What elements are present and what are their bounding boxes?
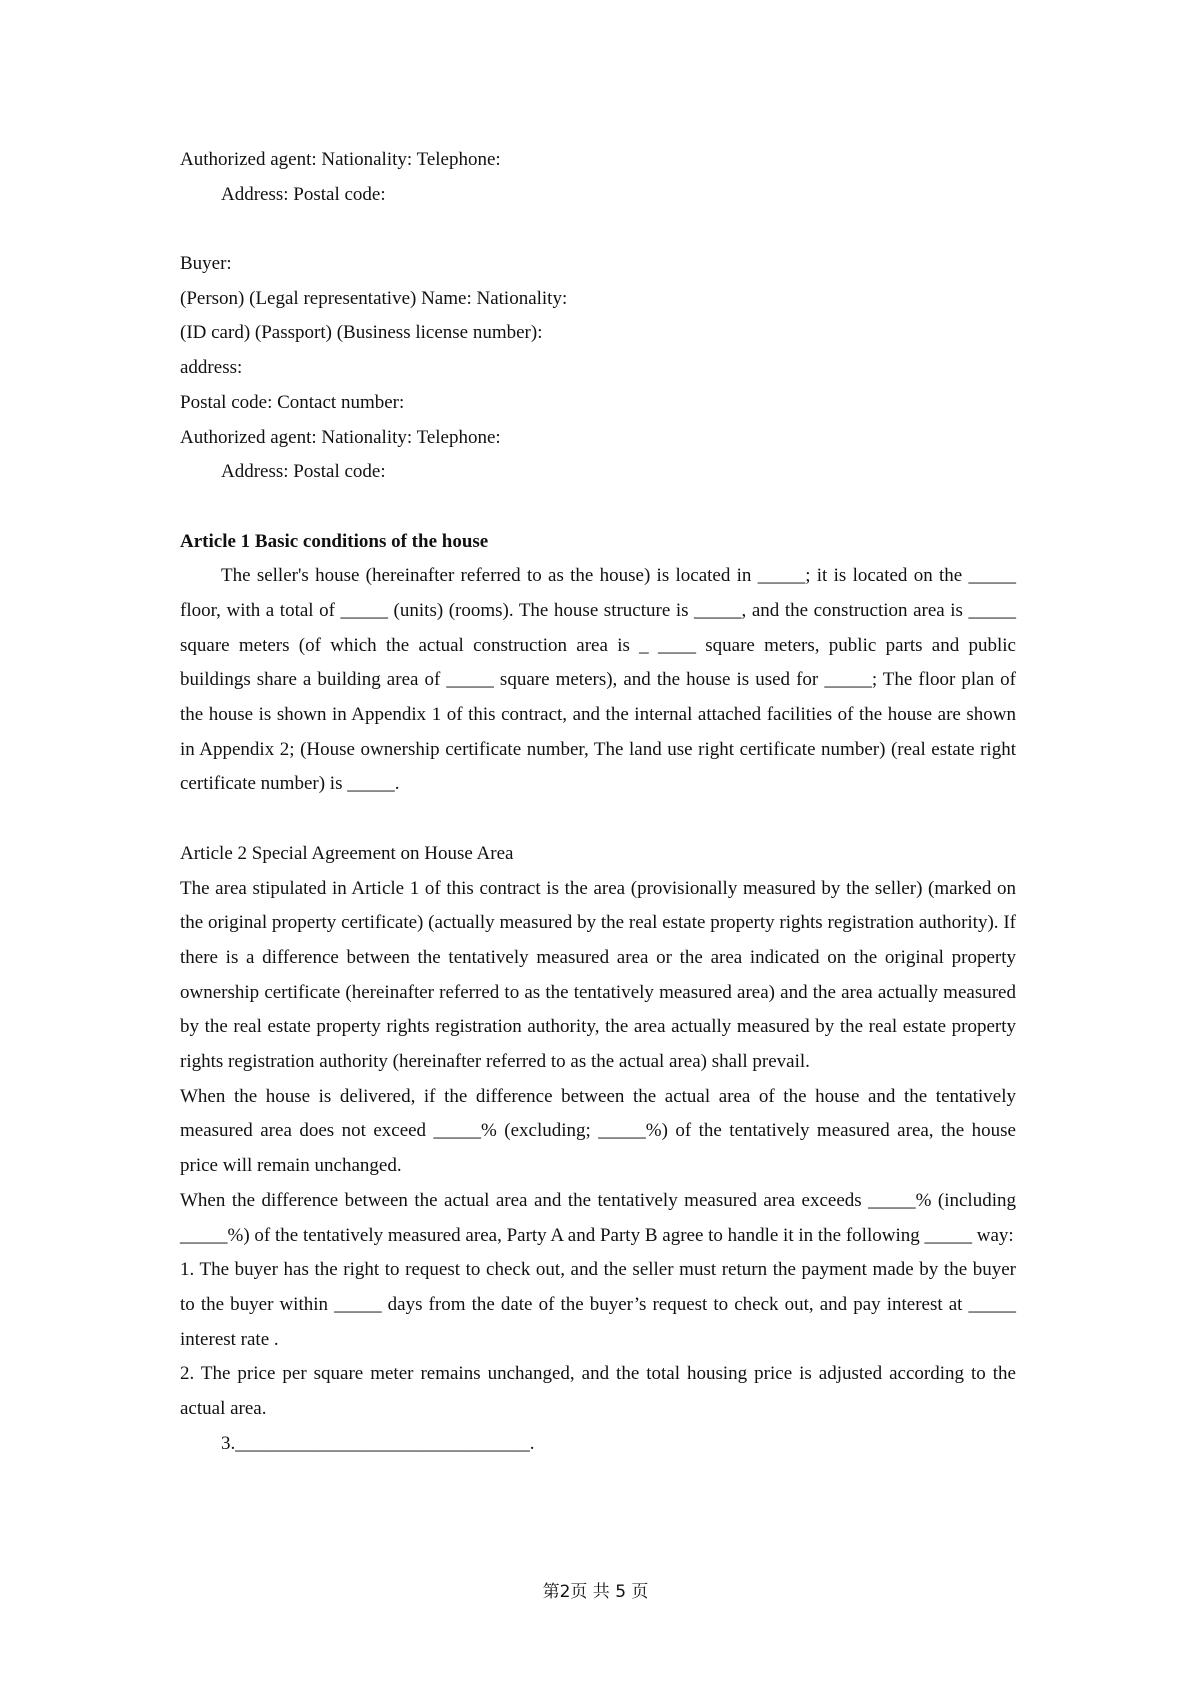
document-body bbox=[180, 143, 1016, 1461]
buyer-name-line: (Person) (Legal representative) Name: Nationality: bbox=[180, 287, 568, 309]
spacer bbox=[180, 490, 1016, 525]
buyer-id-line: (ID card) (Passport) (Business license number): bbox=[180, 322, 543, 344]
article2-heading: Article 2 Special Agreement on House Area bbox=[180, 842, 514, 864]
article2-paragraph-2: When the house is delivered, if the difference between the actual area of the house and the tentatively measured area does not exceed _____% (excluding; _____%) of the tentatively measured area, the house price will remain unchanged. bbox=[180, 1085, 1016, 1177]
buyer-address-line: address: bbox=[180, 357, 243, 379]
buyer-heading: Buyer: bbox=[180, 253, 232, 275]
page-number-footer: 第2页 共 5 页 bbox=[542, 1582, 649, 1602]
article2-paragraph-1: The area stipulated in Article 1 of this contract is the area (provisionally measured by the seller) (marked on the original property certificate) (actually measured by the real estate property rights registration authority). If there is a difference between the tentatively measured area or the area indicated on the original property ownership certificate (hereinafter referred to as the tentatively measured area) and the area actually measured by the real estate property rights registration authority, the area actually measured by the real estate property rights registration authority (hereinafter referred to as the actual area) shall prevail. bbox=[180, 877, 1016, 1073]
seller-agent-address-line: Address: Postal code: bbox=[221, 183, 386, 205]
buyer-agent-address-line: Address: Postal code: bbox=[221, 461, 386, 483]
buyer-postal-line: Postal code: Contact number: bbox=[180, 391, 405, 413]
article1-body: The seller's house (hereinafter referred to as the house) is located in _____; it is located on the _____ floor, with a total of _____ (units) (rooms). The house structure is _____, and the construction area is _____ square meters (of which the actual construction area is _ ____ square meters, public parts and public buildings share a building area of _____ square meters), and the house is used for _____; The floor plan of the house is shown in Appendix 1 of this contract, and the internal attached facilities of the house are shown in Appendix 2; (House ownership certificate number, The land use right certificate number) (real estate right certificate number) is _____. bbox=[180, 565, 1016, 795]
spacer bbox=[180, 802, 1016, 837]
article1-heading: Article 1 Basic conditions of the house bbox=[180, 530, 489, 552]
article2-item-1: 1. The buyer has the right to request to check out, and the seller must return the payment made by the buyer to the buyer within _____ days from the date of the buyer’s request to check out, and pay interest at _____ interest rate . bbox=[180, 1259, 1016, 1350]
seller-agent-line: Authorized agent: Nationality: Telephone: bbox=[180, 149, 501, 170]
article2-item-3: 3._______________________________. bbox=[221, 1432, 535, 1454]
article2-item-2: 2. The price per square meter remains unchanged, and the total housing price is adjusted according to the actual area. bbox=[180, 1363, 1016, 1420]
buyer-agent-line: Authorized agent: Nationality: Telephone: bbox=[180, 426, 501, 448]
article2-paragraph-3: When the difference between the actual area and the tentatively measured area exceeds _____% (including _____%) of the tentatively measured area, Party A and Party B agree to handle it in the following _____ way: bbox=[180, 1189, 1016, 1246]
spacer bbox=[180, 212, 1016, 247]
